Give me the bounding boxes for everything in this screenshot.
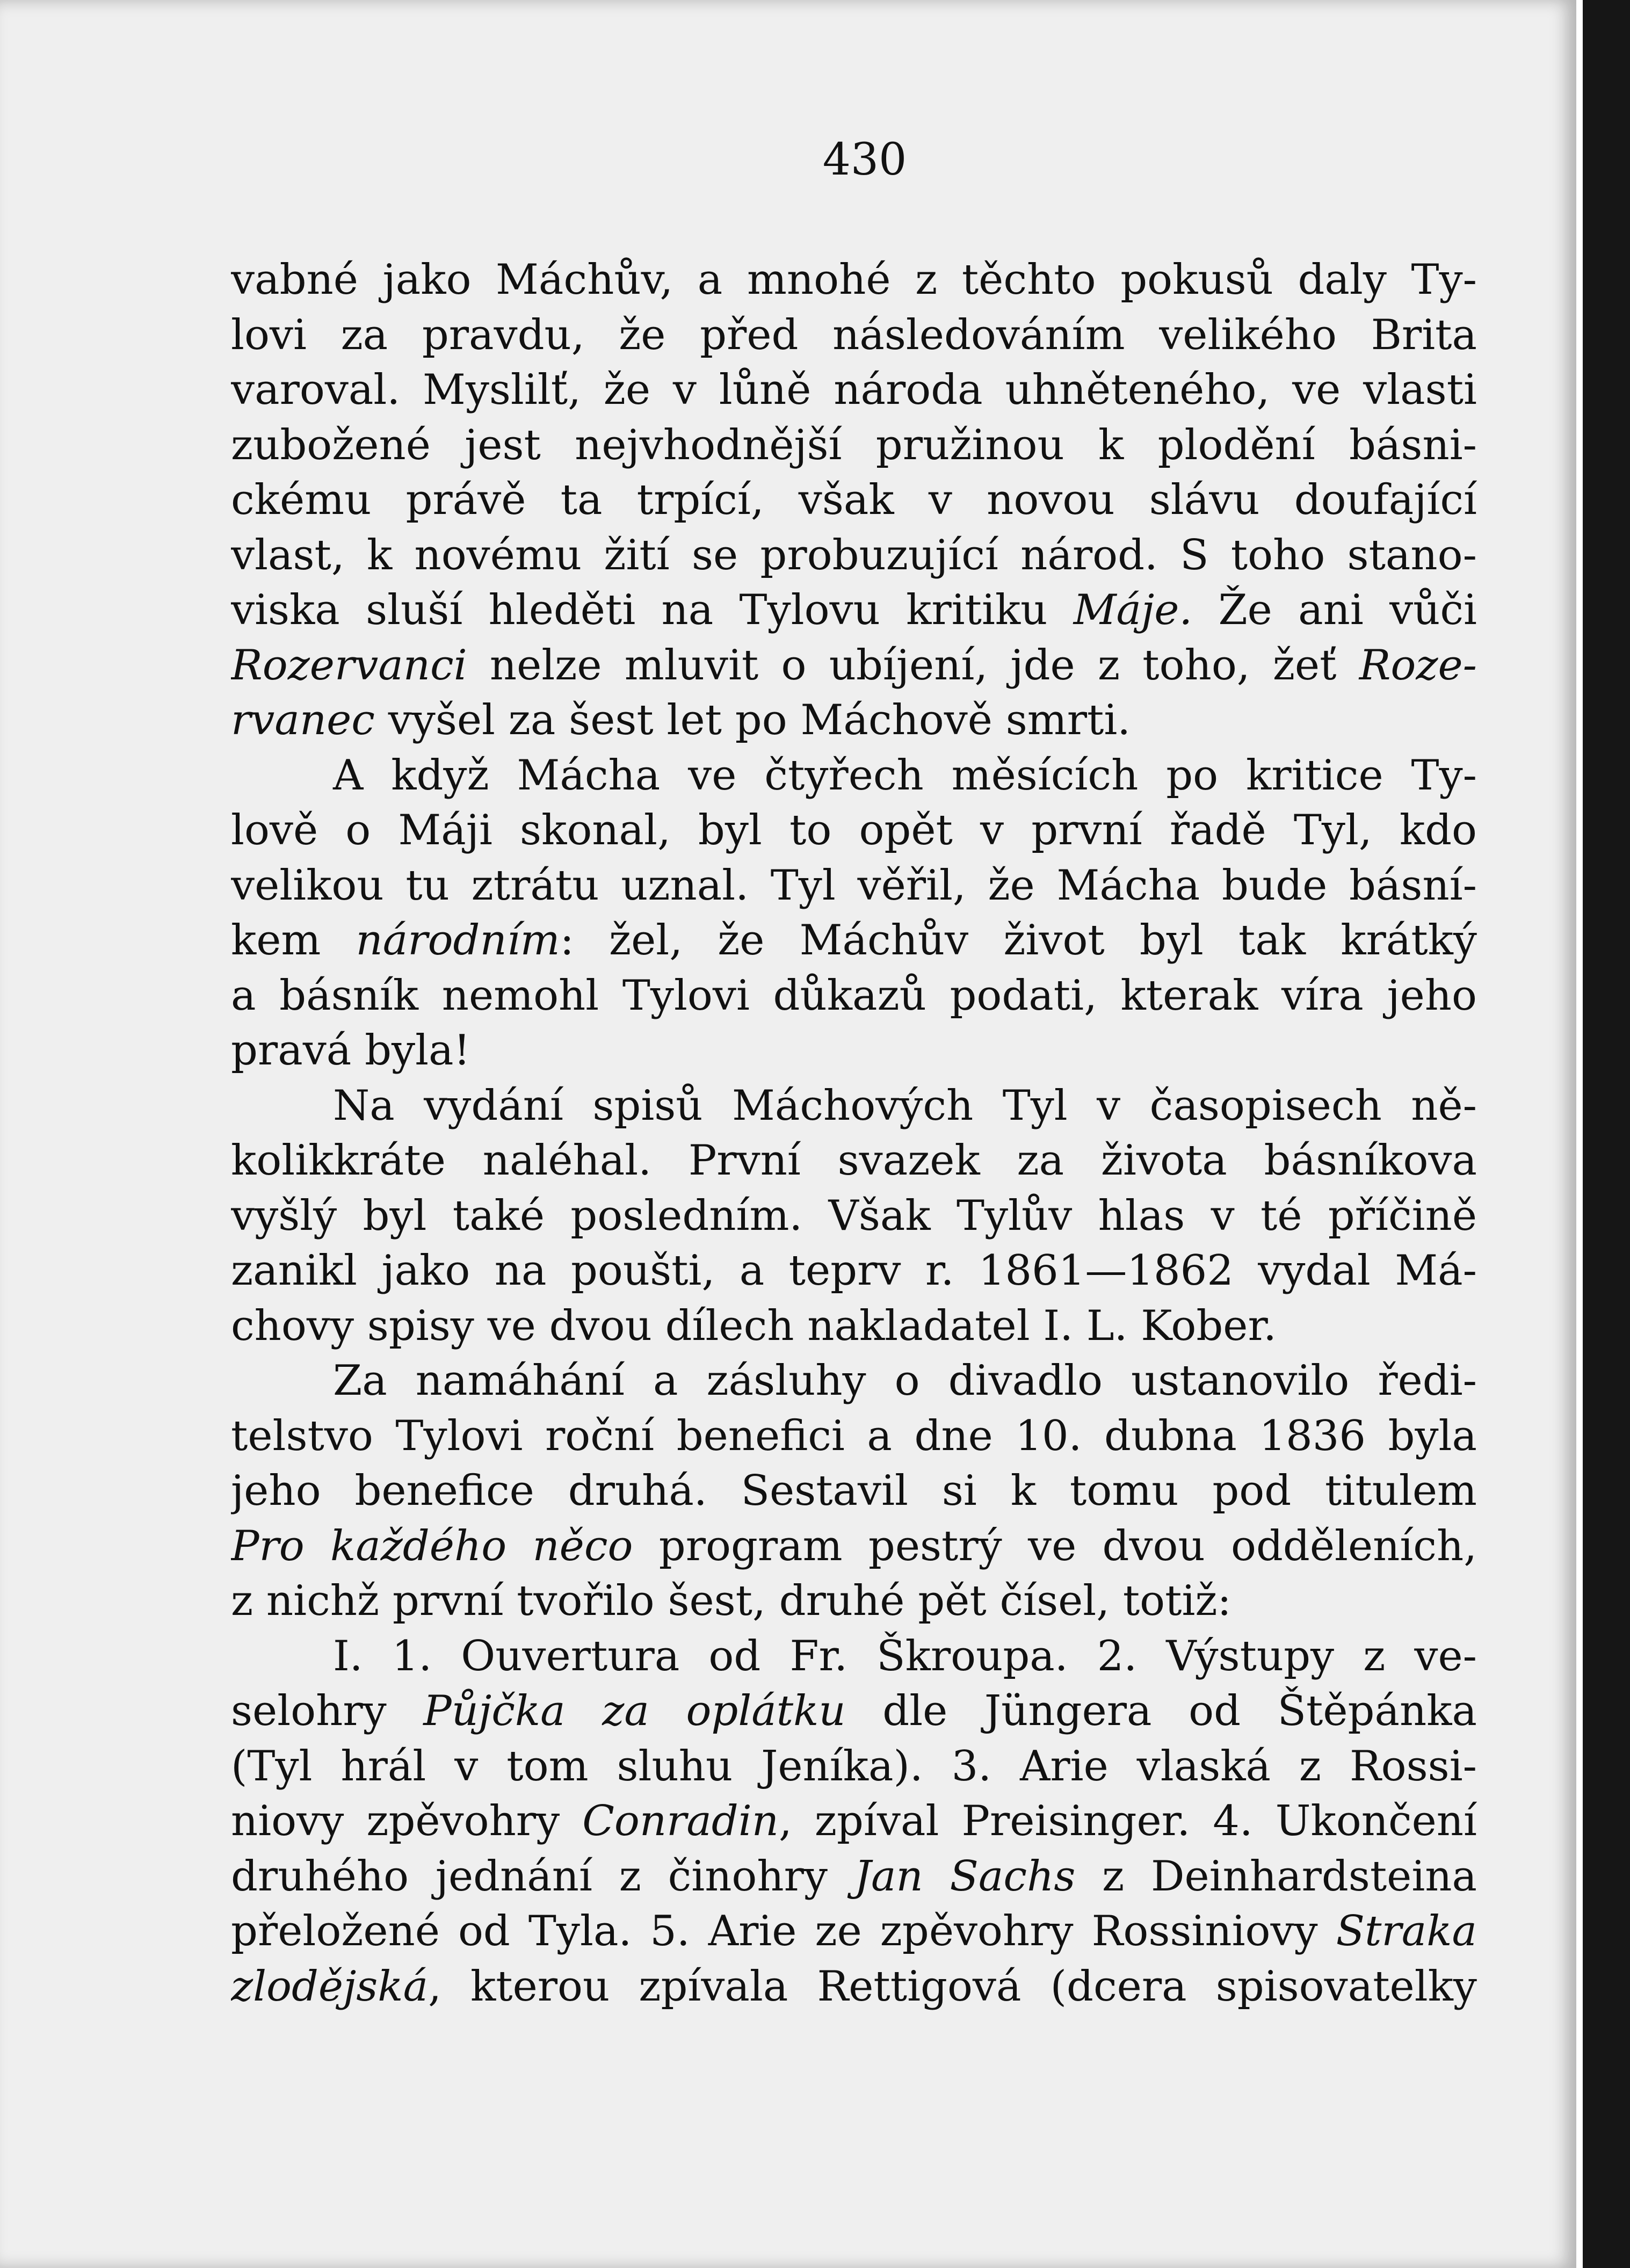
text-line: jeho benefice druhá. Sestavil si k tomu pod titulem: [231, 1467, 1477, 1515]
text-line: Rozervanci nelze mluvit o ubíjení, jde z toho, žeť Roze-: [231, 641, 1477, 690]
body-text: [231, 252, 1477, 2014]
text-line: ckému právě ta trpící, však v novou slávu doufající: [231, 476, 1477, 524]
text-line: a básník nemohl Tylovi důkazů podati, kterak víra jeho: [231, 971, 1477, 1020]
text-line: vabné jako Máchův, a mnohé z těchto pokusů daly Ty-: [231, 256, 1477, 304]
text-line: druhého jednání z činohry Jan Sachs z Deinhardsteina: [231, 1852, 1477, 1901]
text-line: telstvo Tylovi roční benefici a dne 10. dubna 1836 byla: [231, 1411, 1477, 1460]
text-line: varoval. Myslilť, že v lůně národa uhněteného, ve vlasti: [231, 366, 1477, 414]
text-line: lovi za pravdu, že před následováním velikého Brita: [231, 310, 1477, 359]
text-line: přeložené od Tyla. 5. Arie ze zpěvohry Rossiniovy Straka: [231, 1907, 1477, 1955]
text-line: velikou tu ztrátu uznal. Tyl věřil, že Mácha bude básní-: [231, 861, 1477, 910]
text-line: zlodějská, kterou zpívala Rettigová (dcera spisovatelky: [231, 1962, 1477, 2011]
text-line: Na vydání spisů Máchových Tyl v časopisech ně-: [333, 1081, 1477, 1130]
text-line: lově o Máji skonal, byl to opět v první řadě Tyl, kdo: [231, 806, 1477, 854]
text-line: pravá byla!: [231, 1026, 470, 1075]
text-line: viska sluší hleděti na Tylovu kritiku Máje. Že ani vůči: [231, 586, 1477, 634]
text-line: chovy spisy ve dvou dílech nakladatel I. L. Kober.: [231, 1301, 1277, 1350]
text-line: rvanec vyšel za šest let po Máchově smrti.: [231, 696, 1131, 744]
text-line: I. 1. Ouvertura od Fr. Škroupa. 2. Výstupy z ve-: [333, 1632, 1477, 1680]
text-line: vyšlý byl také posledním. Však Tylův hlas v té příčině: [231, 1191, 1477, 1240]
text-line: A když Mácha ve čtyřech měsících po kritice Ty-: [333, 751, 1477, 800]
text-line: zubožené jest nejvhodnější pružinou k plodění básni-: [231, 421, 1477, 469]
page-edge: [1576, 0, 1583, 2268]
text-line: z nichž první tvořilo šest, druhé pět čísel, totiž:: [231, 1577, 1231, 1625]
page-number: 430: [822, 134, 907, 185]
text-line: Za namáhání a zásluhy o divadlo ustanovilo ředi-: [333, 1357, 1477, 1405]
text-line: Pro každého něco program pestrý ve dvou odděleních,: [231, 1521, 1477, 1570]
text-line: zanikl jako na poušti, a teprv r. 1861—1862 vydal Má-: [231, 1247, 1477, 1295]
text-line: kem národním: žel, že Máchův život byl tak krátký: [231, 916, 1477, 965]
text-line: vlast, k novému žití se probuzující národ. S toho stano-: [231, 531, 1477, 579]
text-line: (Tyl hrál v tom sluhu Jeníka). 3. Arie vlaská z Rossi-: [231, 1742, 1477, 1791]
text-line: selohry Půjčka za oplátku dle Jüngera od Štěpánka: [231, 1687, 1477, 1735]
text-line: kolikkráte naléhal. První svazek za života básníkova: [231, 1136, 1477, 1185]
text-line: niovy zpěvohry Conradin, zpíval Preisinger. 4. Ukončení: [231, 1797, 1477, 1845]
